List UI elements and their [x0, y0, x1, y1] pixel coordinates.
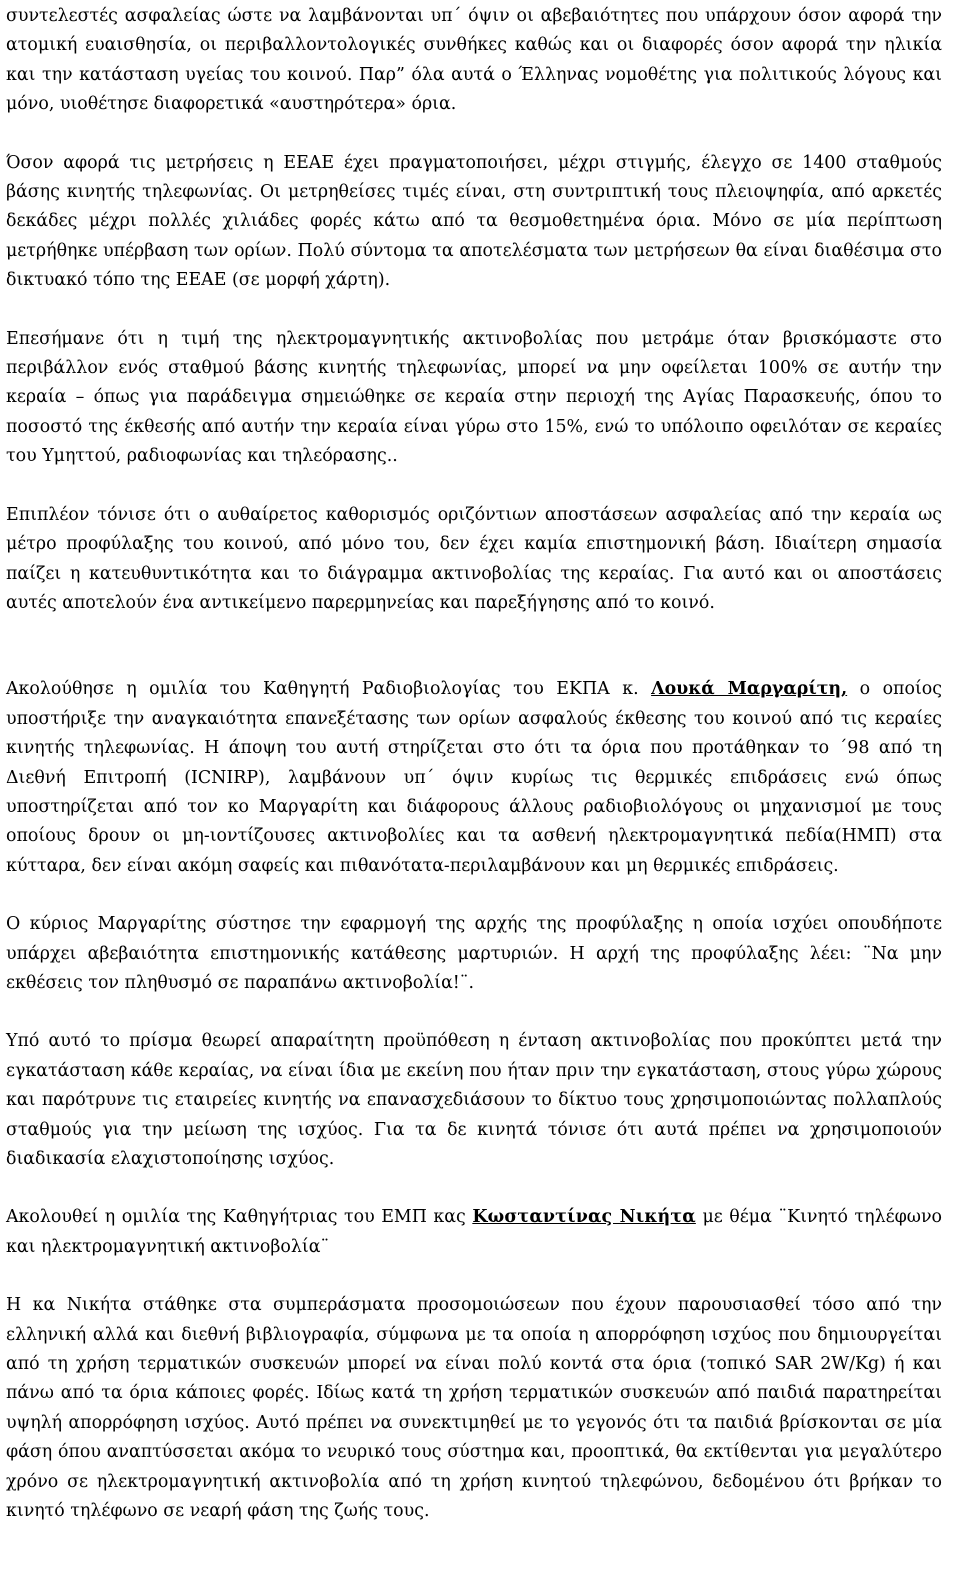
paragraph-radiation-intensity: Υπό αυτό το πρίσμα θεωρεί απαραίτητη προϋπόθεση η ένταση ακτινοβολίας που προκύπτει μετά την εγκατάσταση κάθε κεραίας, να είναι ίδια με εκείνη που ήταν πριν την εγκατάσταση, στους γύρω χώρους και παρότρυνε τις εταιρείες κινητής να επανασχεδιάσουν το δίκτυο τους χρησιμοποιώντας πολλαπλούς σταθμούς για την μείωση της ισχύος. Για τα δε κινητά τόνισε ότι αυτά πρέπει να χρησιμοποιούν διαδικασία ελαχιστοποίησης ισχύος. — [6, 1031, 942, 1169]
speaker-name-link[interactable]: Κωσταντίνας Νικήτα — [472, 1207, 696, 1228]
paragraph-measurements: Όσον αφορά τις μετρήσεις η ΕΕΑΕ έχει πραγματοποιήσει, μέχρι στιγμής, έλεγχο σε 1400 σταθμούς βάσης κινητής τηλεφωνίας. Οι μετρηθείσες τιμές είναι, στη συντριπτική τους πλειοψηφία, από αρκετές δεκάδες μέχρι πολλές χιλιάδες φορές κάτω από τα θεσμοθετημένα όρια. Μόνο σε μία περίπτωση μετρήθηκε υπέρβαση των ορίων. Πολύ σύντομα τα αποτελέσματα των μετρήσεων θα είναι διαθέσιμα στο δικτυακό τόπο της ΕΕΑΕ (σε μορφή χάρτη). — [6, 152, 942, 291]
document-page — [6, 2, 942, 1555]
paragraph-text: ο οποίος υποστήριξε την αναγκαιότητα επανεξέτασης των ορίων ασφαλούς έκθεσης του κοινού από τις κεραίες κινητής τηλεφωνίας. Η άποψη του αυτή στηρίζεται στο ότι τα όρια που προτάθηκαν το ΄98 από τη Διεθνή Επιτροπή (ICNIRP), λαμβάνουν υπ΄ όψιν κυρίως τις θερμικές επιδράσεις ενώ όπως υποστηρίζεται από τον κο Μαργαρίτη και διάφορους άλλους ραδιοβιολόγους οι μηχανισμοί με τους οποίους δρουν οι μη-ιοντίζουσες ακτινοβολίες και τα ασθενή ηλεκτρομαγνητικά πεδία(ΗΜΠ) στα κύτταρα, δεν είναι ακόμη σαφείς και πιθανότατα-περιλαμβάνουν και μη θερμικές επιδράσεις. — [6, 679, 942, 876]
paragraph-text: Ακολούθησε η ομιλία του Καθηγητή Ραδιοβιολογίας του ΕΚΠΑ κ. — [6, 679, 652, 700]
speaker-name-link[interactable]: Λουκά Μαργαρίτη, — [651, 679, 848, 700]
paragraph-nikita-talk — [6, 1203, 942, 1262]
paragraph-text: Ακολουθεί η ομιλία της Καθηγήτριας του ΕΜΠ κας — [6, 1207, 473, 1228]
paragraph-sar-findings: Η κα Νικήτα στάθηκε στα συμπεράσματα προσομοιώσεων που έχουν παρουσιασθεί τόσο από την ελληνική αλλά και διεθνή βιβλιογραφία, σύμφωνα με τα οποία η απορρόφηση ισχύος που δημιουργείται από τη χρήση τερματικών συσκευών μπορεί να είναι πολύ κοντά στα όρια (τοπικό SAR 2W/Kg) ή και πάνω από τα όρια κάποιες φορές. Ιδίως κατά τη χρήση τερματικών συσκευών από παιδιά παρατηρείται υψηλή απορρόφηση ισχύος. Αυτό πρέπει να συνεκτιμηθεί με το γεγονός ότι τα παιδιά βρίσκονται σε μία φάση όπου αναπτύσσεται ακόμα το νευρικό τους σύστημα και, προοπτικά, θα εκτίθενται για μεγαλύτερο χρόνο σε ηλεκτρομαγνητική ακτινοβολία από τη χρήση κινητού τηλεφώνου, δεδομένου ότι βρήκαν το κινητό τηλέφωνο σε νεαρή φάση της ζωής τους. — [6, 1295, 942, 1522]
paragraph-margaritis-talk — [6, 675, 942, 881]
paragraph-radiation-sources: Επεσήμανε ότι η τιμή της ηλεκτρομαγνητικής ακτινοβολίας που μετράμε όταν βρισκόμαστε στο περιβάλλον ενός σταθμού βάσης κινητής τηλεφωνίας, μπορεί να μην οφείλεται 100% σε αυτήν την κεραία – όπως για παράδειγμα σημειώθηκε σε κεραία στην περιοχή της Αγίας Παρασκευής, όπου το ποσοστό της έκθεσής από αυτήν την κεραία είναι γύρω στο 15%, ενώ το υπόλοιπο οφειλόταν σε κεραίες του Υμηττού, ραδιοφωνίας και τηλεόρασης.. — [6, 328, 942, 467]
paragraph-text: με θέμα ¨Κινητό τηλέφωνο και ηλεκτρομαγνητική ακτινοβολία¨ — [6, 1207, 942, 1257]
paragraph-safety-factors: συντελεστές ασφαλείας ώστε να λαμβάνονται υπ΄ όψιν οι αβεβαιότητες που υπάρχουν όσον αφορά την ατομική ευαισθησία, οι περιβαλλοντολογικές συνθήκες καθώς και οι διαφορές όσον αφορά την ηλικία και την κατάσταση υγείας του κοινού. Παρ” όλα αυτά ο Έλληνας νομοθέτης για πολιτικούς λόγους και μόνο, υιοθέτησε διαφορετικά «αυστηρότερα» όρια. — [6, 6, 942, 115]
paragraph-safety-distances: Επιπλέον τόνισε ότι ο αυθαίρετος καθορισμός οριζόντιων αποστάσεων ασφαλείας από την κεραία ως μέτρο προφύλαξης του κοινού, από μόνο του, δεν έχει καμία επιστημονική βάση. Ιδιαίτερη σημασία παίζει η κατευθυντικότητα και το διάγραμμα ακτινοβολίας της κεραίας. Για αυτό και οι αποστάσεις αυτές αποτελούν ένα αντικείμενο παρερμηνείας και παρεξήγησης από το κοινό. — [6, 504, 942, 613]
paragraph-precaution-principle: Ο κύριος Μαργαρίτης σύστησε την εφαρμογή της αρχής της προφύλαξης η οποία ισχύει οπουδήποτε υπάρχει αβεβαιότητα επιστημονικής κατάθεσης μαρτυριών. Η αρχή της προφύλαξης λέει: ¨Να μην εκθέσεις τον πληθυσμό σε παραπάνω ακτινοβολία!¨. — [6, 914, 942, 993]
